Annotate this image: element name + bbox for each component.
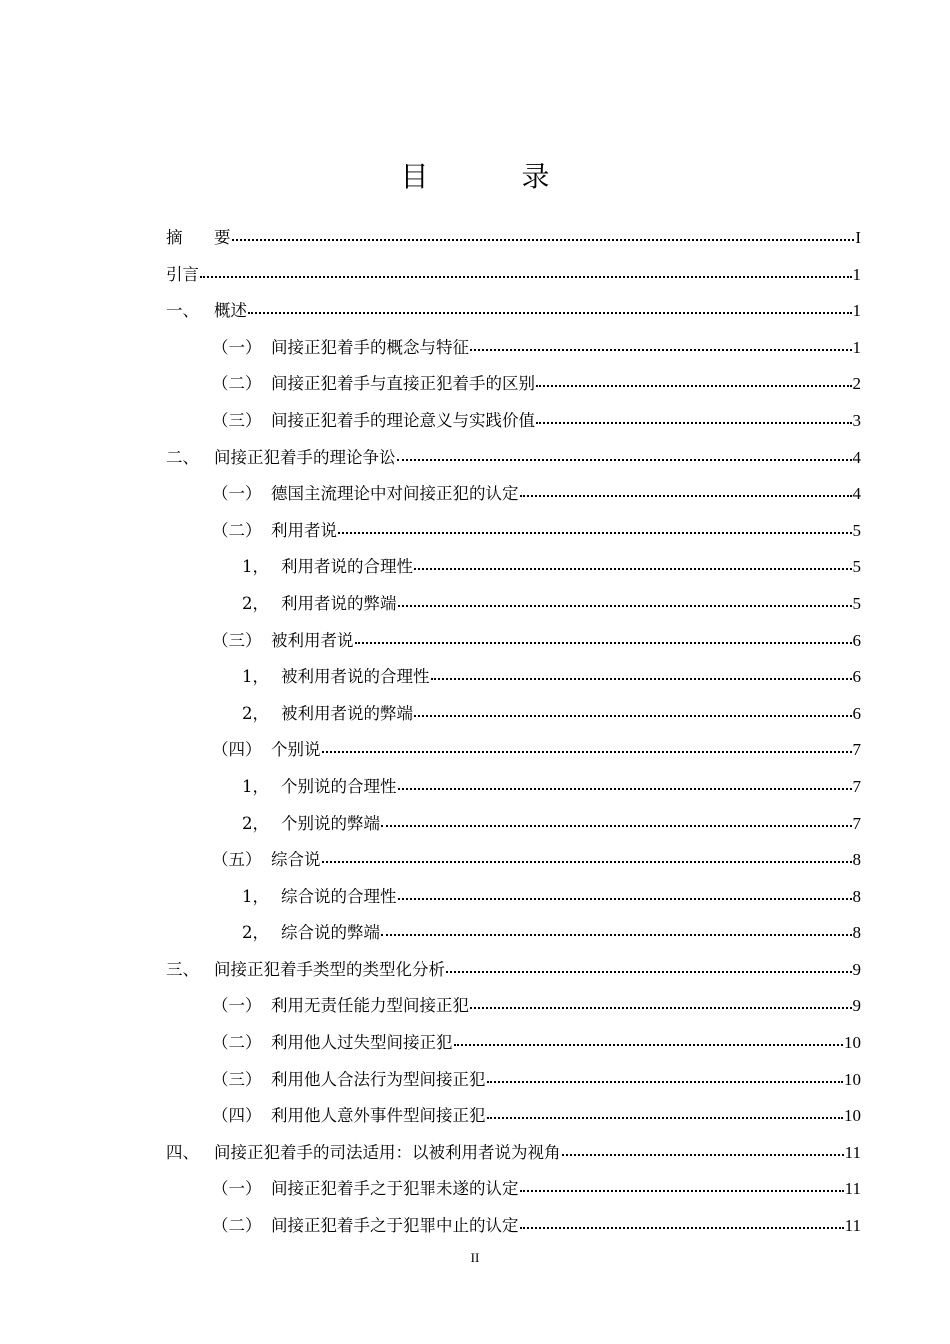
toc-entry-title: 综合说的弊端 xyxy=(281,923,380,943)
toc-entry[interactable] xyxy=(166,549,861,586)
toc-entry[interactable] xyxy=(166,330,861,367)
toc-entry[interactable] xyxy=(166,257,861,294)
toc-entry-title: 利用他人合法行为型间接正犯 xyxy=(271,1069,486,1089)
toc-entry-number: （二） xyxy=(212,1216,262,1236)
toc-entry-title: 利用者说的弊端 xyxy=(281,593,397,613)
toc-entry-page: 7 xyxy=(852,813,861,833)
toc-entry-page: 1 xyxy=(852,264,861,284)
toc-entry-title: 利用者说 xyxy=(271,520,337,540)
toc-entry-page: 8 xyxy=(852,923,861,943)
dot-leader xyxy=(431,678,852,680)
toc-entry-page: 6 xyxy=(852,630,861,650)
toc-entry[interactable] xyxy=(166,1025,861,1062)
dot-leader xyxy=(520,1227,844,1229)
toc-entry-page: 5 xyxy=(852,520,861,540)
toc-entry-number: （一） xyxy=(212,1179,262,1199)
toc-entry-number: 摘 xyxy=(166,228,183,247)
table-of-contents xyxy=(166,220,861,1245)
toc-entry-title: 间接正犯着手的理论意义与实践价值 xyxy=(271,410,535,430)
toc-entry-number: 四、 xyxy=(166,1142,199,1162)
toc-entry-page: I xyxy=(855,228,861,247)
toc-entry[interactable] xyxy=(166,1062,861,1099)
toc-entry-page: 10 xyxy=(844,1106,861,1126)
toc-entry-page: 4 xyxy=(852,447,861,467)
toc-entry-page: 10 xyxy=(844,1033,861,1053)
toc-entry-number: 2， xyxy=(242,593,269,613)
toc-entry-page: 9 xyxy=(852,959,861,979)
dot-leader xyxy=(398,788,852,790)
toc-entry[interactable] xyxy=(166,1208,861,1245)
toc-entry-number: 1， xyxy=(242,667,269,687)
toc-entry-page: 6 xyxy=(852,667,861,687)
dot-leader xyxy=(536,385,852,387)
toc-entry-page: 7 xyxy=(852,776,861,796)
dot-leader xyxy=(470,349,852,351)
toc-entry[interactable] xyxy=(166,842,861,879)
toc-entry-number: 1， xyxy=(242,776,269,796)
toc-entry[interactable] xyxy=(166,513,861,550)
toc-entry[interactable] xyxy=(166,732,861,769)
toc-entry-page: 7 xyxy=(852,740,861,760)
toc-entry-title: 被利用者说的合理性 xyxy=(281,667,430,687)
toc-entry[interactable] xyxy=(166,293,861,330)
toc-entry[interactable] xyxy=(166,366,861,403)
toc-entry-page: 10 xyxy=(844,1069,861,1089)
toc-entry-page: 8 xyxy=(852,850,861,870)
toc-entry-number: 2， xyxy=(242,703,269,723)
toc-entry-title: 利用无责任能力型间接正犯 xyxy=(271,996,469,1016)
toc-entry-number: 三、 xyxy=(166,959,199,979)
toc-entry-page: 11 xyxy=(844,1216,861,1236)
toc-entry[interactable] xyxy=(166,1098,861,1135)
toc-entry-number: （一） xyxy=(212,996,262,1016)
toc-entry-number: （一） xyxy=(212,337,262,357)
toc-entry-number: 2， xyxy=(242,923,269,943)
toc-entry-number: （四） xyxy=(212,740,262,760)
toc-entry-number: （三） xyxy=(212,410,262,430)
dot-leader xyxy=(322,751,852,753)
toc-entry[interactable] xyxy=(166,1171,861,1208)
toc-entry-page: 4 xyxy=(852,484,861,504)
toc-title: 目 录 xyxy=(400,160,592,193)
toc-entry-title: 间接正犯着手的理论争讼 xyxy=(214,447,396,467)
toc-entry-title: 个别说 xyxy=(271,740,321,760)
toc-entry-number: 引言 xyxy=(166,264,199,284)
toc-entry-page: 1 xyxy=(852,301,861,321)
toc-entry[interactable] xyxy=(166,952,861,989)
toc-entry[interactable] xyxy=(166,586,861,623)
toc-entry[interactable] xyxy=(166,806,861,843)
toc-entry-title: 利用他人过失型间接正犯 xyxy=(271,1033,453,1053)
toc-entry-number: （二） xyxy=(212,1033,262,1053)
toc-entry-title: 综合说 xyxy=(271,850,321,870)
toc-entry[interactable] xyxy=(166,696,861,733)
dot-leader xyxy=(355,642,852,644)
toc-entry-page: 11 xyxy=(844,1179,861,1199)
dot-leader xyxy=(248,312,852,314)
toc-entry-title: 综合说的合理性 xyxy=(281,886,397,906)
dot-leader xyxy=(322,861,852,863)
toc-entry-page: 6 xyxy=(852,703,861,723)
toc-entry-number: 1， xyxy=(242,886,269,906)
toc-entry-title: 间接正犯着手类型的类型化分析 xyxy=(214,959,445,979)
toc-entry-number: （一） xyxy=(212,484,262,504)
toc-entry-title: 被利用者说 xyxy=(271,630,354,650)
dot-leader xyxy=(381,825,852,827)
toc-entry-page: 8 xyxy=(852,886,861,906)
toc-entry-number: 1， xyxy=(242,557,269,577)
dot-leader xyxy=(562,1154,844,1156)
dot-leader xyxy=(398,898,852,900)
dot-leader xyxy=(520,1190,844,1192)
toc-entry-page: 2 xyxy=(852,374,861,394)
toc-entry[interactable] xyxy=(166,403,861,440)
dot-leader xyxy=(397,459,852,461)
toc-entry-page: 11 xyxy=(844,1142,861,1162)
toc-entry-title: 间接正犯着手与直接正犯着手的区别 xyxy=(271,374,535,394)
dot-leader xyxy=(232,239,855,241)
dot-leader xyxy=(414,715,852,717)
toc-entry-title: 概述 xyxy=(214,301,247,321)
toc-entry-title: 间接正犯着手的司法适用：以被利用者说为视角 xyxy=(214,1142,561,1162)
toc-entry-number: （二） xyxy=(212,520,262,540)
toc-entry-number: （三） xyxy=(212,630,262,650)
toc-entry-title: 间接正犯着手之于犯罪中止的认定 xyxy=(271,1216,519,1236)
dot-leader xyxy=(381,934,852,936)
toc-entry-number: （五） xyxy=(212,850,262,870)
dot-leader xyxy=(338,532,852,534)
toc-entry[interactable] xyxy=(166,476,861,513)
toc-entry-title: 间接正犯着手的概念与特征 xyxy=(271,337,469,357)
toc-entry-page: 5 xyxy=(852,593,861,613)
toc-entry[interactable] xyxy=(166,915,861,952)
toc-entry[interactable] xyxy=(166,659,861,696)
dot-leader xyxy=(454,1044,844,1046)
dot-leader xyxy=(536,422,852,424)
toc-entry-number: 2， xyxy=(242,813,269,833)
toc-entry-title: 利用者说的合理性 xyxy=(281,557,413,577)
toc-entry-number: （四） xyxy=(212,1106,262,1126)
dot-leader xyxy=(487,1117,844,1119)
toc-entry-page: 9 xyxy=(852,996,861,1016)
toc-entry-number: 二、 xyxy=(166,447,199,467)
dot-leader xyxy=(414,568,852,570)
dot-leader xyxy=(520,495,852,497)
toc-entry[interactable] xyxy=(166,879,861,916)
toc-entry-title: 个别说的合理性 xyxy=(281,776,397,796)
toc-entry-title: 个别说的弊端 xyxy=(281,813,380,833)
toc-entry-title: 要 xyxy=(214,228,231,247)
toc-entry-page: 3 xyxy=(852,410,861,430)
page-number: II xyxy=(470,1250,480,1265)
toc-entry[interactable] xyxy=(166,440,861,477)
toc-entry[interactable] xyxy=(166,220,861,257)
toc-entry-number: （三） xyxy=(212,1069,262,1089)
toc-entry-title: 被利用者说的弊端 xyxy=(281,703,413,723)
toc-entry[interactable] xyxy=(166,623,861,660)
toc-entry[interactable] xyxy=(166,1135,861,1172)
toc-entry[interactable] xyxy=(166,988,861,1025)
toc-entry-page: 5 xyxy=(852,557,861,577)
dot-leader xyxy=(487,1081,844,1083)
toc-entry-title: 德国主流理论中对间接正犯的认定 xyxy=(271,484,519,504)
dot-leader xyxy=(200,276,852,278)
toc-entry[interactable] xyxy=(166,769,861,806)
toc-entry-number: 一、 xyxy=(166,301,199,321)
toc-entry-title: 利用他人意外事件型间接正犯 xyxy=(271,1106,486,1126)
dot-leader xyxy=(446,971,852,973)
toc-entry-page: 1 xyxy=(852,337,861,357)
dot-leader xyxy=(470,1007,852,1009)
toc-entry-title: 间接正犯着手之于犯罪未遂的认定 xyxy=(271,1179,519,1199)
toc-entry-number: （二） xyxy=(212,374,262,394)
dot-leader xyxy=(398,605,852,607)
